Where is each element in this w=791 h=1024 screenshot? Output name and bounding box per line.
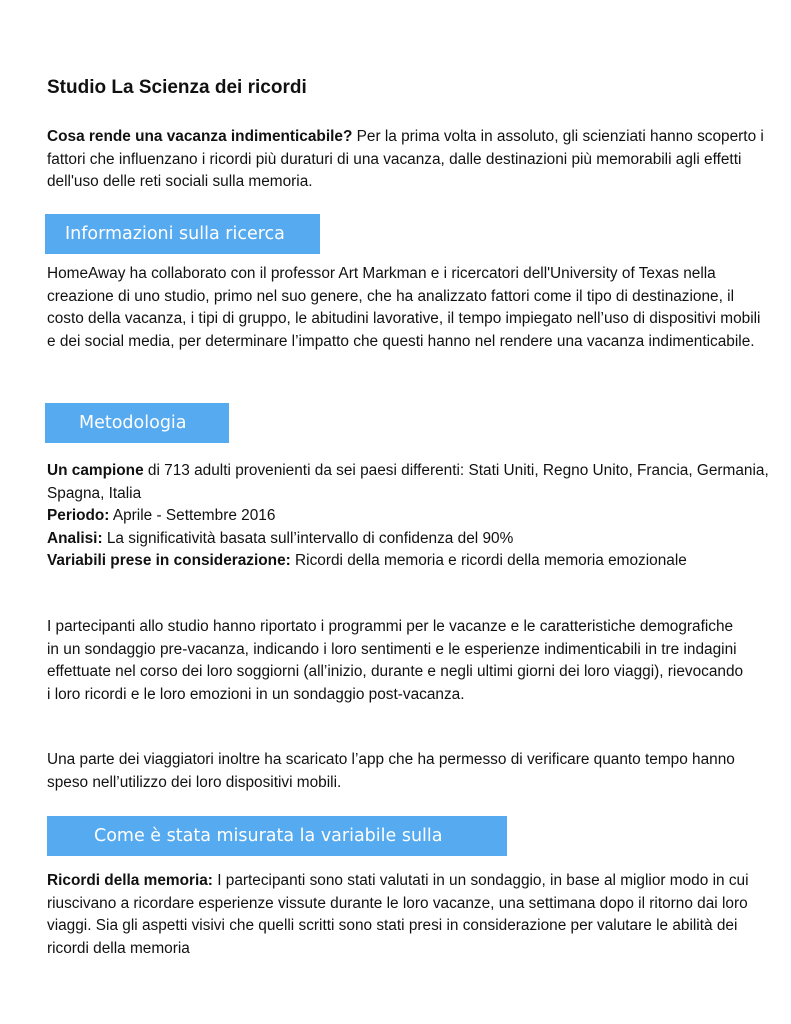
methodology-details — [47, 460, 769, 573]
period-line — [47, 505, 769, 528]
analysis-line — [47, 528, 769, 551]
participants-paragraph: I partecipanti allo studio hanno riportato i programmi per le vacanze e le caratteristiche demografiche in un sondaggio pre-vacanza, indicando i loro sentimenti e le esperienze indimenticabili in tre indagini effettuate nel corso dei loro soggiorni (all’inizio, durante e negli ultimi giorni dei loro viaggi), rievocando i loro ricordi e le loro emozioni in un sondaggio post-vacanza. — [47, 618, 744, 703]
intro-text: Per la prima volta in assoluto, gli scienziati hanno scoperto i fattori che influenzano i ricordi più duraturi di una vacanza, dalle destinazioni più memorabili agli effetti dell'uso delle reti sociali sulla memoria. — [47, 128, 764, 190]
memory-paragraph — [47, 870, 759, 960]
analysis-label: Analisi: — [47, 529, 103, 547]
sample-line — [47, 460, 769, 505]
research-info-paragraph: HomeAway ha collaborato con il professor Art Markman e i ricercatori dell'University of Texas nella creazione di uno studio, primo nel suo genere, che ha analizzato fattori come il tipo di destinazione, il costo della vacanza, i tipi di gruppo, le abitudini lavorative, il tempo impiegato nell’uso di dispositivi mobili e dei social media, per determinare l’impatto che questi hanno nel rendere una vacanza indimenticabile. — [47, 265, 761, 350]
section-heading-research-info: Informazioni sulla ricerca — [45, 214, 320, 254]
analysis-text: La significatività basata sull’intervallo di confidenza del 90% — [102, 529, 514, 547]
section-heading-measurement: Come è stata misurata la variabile sulla — [47, 816, 507, 856]
variables-text: Ricordi della memoria e ricordi della memoria emozionale — [290, 552, 687, 569]
variables-line — [47, 550, 769, 573]
section-heading-methodology: Metodologia — [45, 403, 229, 443]
app-paragraph: Una parte dei viaggiatori inoltre ha scaricato l’app che ha permesso di verificare quanto tempo hanno speso nell’utilizzo dei loro dispositivi mobili. — [47, 751, 735, 791]
variables-label: Variabili prese in considerazione: — [47, 552, 291, 569]
memory-text: I partecipanti sono stati valutati in un sondaggio, in base al miglior modo in cui riuscivano a ricordare esperienze vissute durante le loro vacanze, una settimana dopo il ritorno dai loro viaggi. Sia gli aspetti visivi che quelli scritti sono stati presi in considerazione per valutare le abilità dei ricordi della memoria — [47, 872, 749, 957]
period-text: Aprile - Settembre 2016 — [109, 507, 276, 524]
sample-text: di 713 adulti provenienti da sei paesi differenti: Stati Uniti, Regno Unito, Francia, Germania, Spagna, Italia — [47, 462, 769, 502]
page-title: Studio La Scienza dei ricordi — [47, 77, 307, 98]
sample-label: Un campione — [47, 462, 144, 479]
intro-paragraph — [47, 126, 769, 194]
period-label: Periodo: — [47, 507, 110, 524]
memory-label: Ricordi della memoria: — [47, 872, 213, 889]
intro-question: Cosa rende una vacanza indimenticabile? — [47, 128, 353, 145]
